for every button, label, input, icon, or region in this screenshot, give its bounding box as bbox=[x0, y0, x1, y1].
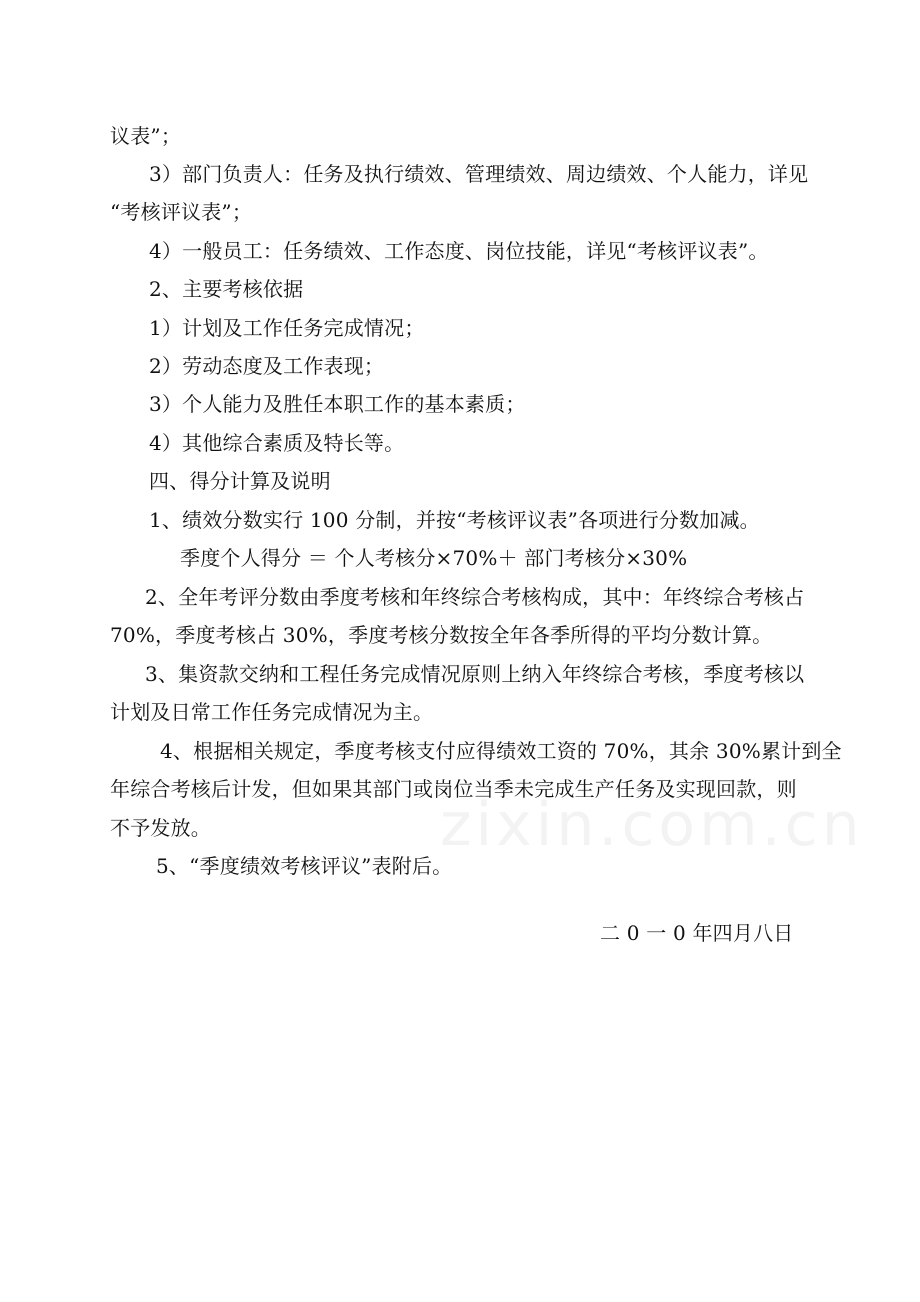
text-line-4: 4）一般员工：任务绩效、工作态度、岗位技能，详见“考核评议表”。 bbox=[149, 239, 769, 263]
text-line-15: 3、集资款交纳和工程任务完成情况原则上纳入年终综合考核，季度考核以 bbox=[145, 662, 805, 686]
text-line-14: 70%，季度考核占 30%，季度考核分数按全年各季所得的平均分数计算。 bbox=[110, 623, 773, 647]
score-formula: 季度个人得分 ＝ 个人考核分×70%＋ 部门考核分×30% bbox=[180, 546, 688, 570]
text-line-2: 3）部门负责人：任务及执行绩效、管理绩效、周边绩效、个人能力，详见 bbox=[149, 162, 809, 186]
document-date: 二 0 一 0 年四月八日 bbox=[600, 921, 794, 945]
text-line-8: 3）个人能力及胜任本职工作的基本素质； bbox=[149, 392, 526, 416]
text-line-6: 1）计划及工作任务完成情况； bbox=[149, 316, 425, 340]
text-line-17: 4、根据相关规定，季度考核支付应得绩效工资的 70%，其余 30%累计到全 bbox=[160, 739, 842, 763]
text-line-20: 5、“季度绩效考核评议”表附后。 bbox=[156, 854, 453, 878]
text-line-19: 不予发放。 bbox=[110, 816, 211, 840]
text-line-16: 计划及日常工作任务完成情况为主。 bbox=[110, 700, 434, 724]
text-line-13: 2、全年考评分数由季度考核和年终综合考核构成，其中：年终综合考核占 bbox=[145, 585, 805, 609]
text-line-5: 2、主要考核依据 bbox=[149, 277, 304, 301]
text-line-11: 1、绩效分数实行 100 分制，并按“考核评议表”各项进行分数加减。 bbox=[149, 508, 760, 532]
section-heading: 四、得分计算及说明 bbox=[149, 469, 331, 493]
watermark-text: zixin.com.cn bbox=[440, 790, 864, 860]
text-line-3: “考核评议表”； bbox=[110, 200, 253, 224]
text-line-18: 年综合考核后计发，但如果其部门或岗位当季未完成生产任务及实现回款，则 bbox=[110, 777, 797, 801]
text-line-9: 4）其他综合素质及特长等。 bbox=[149, 431, 405, 455]
text-line-1: 议表”； bbox=[110, 124, 182, 148]
text-line-7: 2）劳动态度及工作表现； bbox=[149, 354, 385, 378]
